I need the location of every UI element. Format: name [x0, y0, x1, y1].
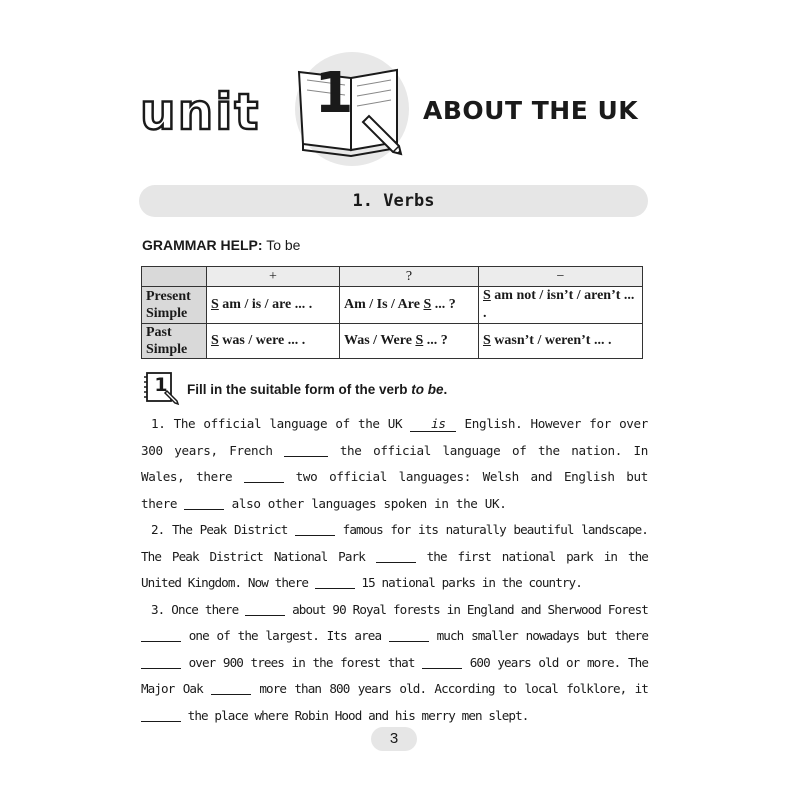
- paragraph-text: the place where Robin Hood and his merry men slept.: [181, 707, 529, 723]
- answer-blank[interactable]: [244, 468, 284, 483]
- subject-marker: S: [483, 288, 491, 303]
- exercise-paragraph-3: [141, 597, 648, 730]
- answer-blank[interactable]: [422, 654, 462, 669]
- table-row: [142, 287, 643, 324]
- cell-text: Was / Were: [344, 333, 416, 348]
- row-label-line: Simple: [146, 306, 188, 321]
- paragraph-text: two official languages: Welsh and English but there: [141, 469, 648, 511]
- column-header-question: ?: [340, 267, 479, 287]
- cell-text: am / is / are ... .: [218, 297, 313, 312]
- row-label-line: Past: [146, 325, 172, 340]
- grammar-table: [141, 266, 643, 359]
- paragraph-text: 3. Once there: [151, 601, 246, 617]
- answer-blank[interactable]: [315, 574, 355, 589]
- answer-blank[interactable]: [284, 442, 328, 457]
- column-header-positive: +: [207, 267, 340, 287]
- answer-blank[interactable]: [141, 654, 181, 669]
- exercise-text: [141, 411, 648, 729]
- exercise-paragraph-1: [141, 411, 648, 517]
- example-answer: is: [410, 416, 456, 432]
- paragraph-text: about 90 Royal forests in England and Sherwood Forest: [285, 601, 648, 617]
- unit-word: unit: [140, 83, 261, 141]
- subject-marker: S: [483, 333, 491, 348]
- cell-text: Am / Is / Are: [344, 297, 424, 312]
- cell-text: am not / isn’t / aren’t ... .: [483, 288, 635, 321]
- paragraph-text: 2. The Peak District: [151, 522, 296, 537]
- instruction-text: Fill in the suitable form of the verb: [187, 382, 412, 397]
- grammar-help-topic: To be: [266, 237, 301, 253]
- grammar-help-heading: [142, 235, 300, 255]
- table-cell: [340, 287, 479, 324]
- answer-blank[interactable]: [245, 601, 285, 616]
- paragraph-text: over 900 trees in the forest that: [181, 654, 423, 670]
- paragraph-text: the official language of the nation. In Wales, there: [141, 442, 648, 484]
- cell-text: was / were ... .: [218, 333, 306, 348]
- answer-blank[interactable]: [211, 680, 251, 695]
- grammar-help-label: GRAMMAR HELP:: [142, 237, 263, 253]
- row-label-past-simple: [142, 324, 207, 359]
- paragraph-text: the first national park in the United Kingdom. Now there: [141, 548, 648, 590]
- answer-blank[interactable]: [184, 495, 224, 510]
- instruction-verb: to be: [411, 382, 444, 397]
- paragraph-text: also other languages spoken in the UK.: [224, 495, 507, 511]
- answer-blank[interactable]: [295, 521, 335, 536]
- paragraph-text: 1. The official language of the UK: [151, 416, 411, 431]
- instruction-period: .: [443, 382, 448, 397]
- subject-marker: S: [211, 333, 219, 348]
- paragraph-text: famous for its naturally beautiful landscape. The Peak District National Park: [141, 522, 648, 564]
- paragraph-text: one of the largest. Its area: [181, 628, 389, 643]
- row-label-line: Simple: [146, 342, 188, 357]
- column-header-negative: −: [479, 267, 643, 287]
- table-cell: [479, 324, 643, 359]
- table-row: [142, 324, 643, 359]
- row-label-present-simple: [142, 287, 207, 324]
- answer-blank[interactable]: [376, 548, 416, 563]
- table-cell: [479, 287, 643, 324]
- cell-text: ... ?: [431, 297, 456, 312]
- subject-marker: S: [211, 297, 219, 312]
- table-cell: [207, 287, 340, 324]
- table-cell: [340, 324, 479, 359]
- paragraph-text: more than 800 years old. According to local folklore, it: [251, 681, 648, 696]
- paragraph-text: much smaller nowadays but there: [428, 628, 648, 643]
- subject-marker: S: [415, 333, 424, 348]
- table-corner-cell: [142, 267, 207, 287]
- page-number: 3: [371, 727, 417, 751]
- paragraph-text: 15 national parks in the country.: [354, 575, 582, 590]
- answer-blank[interactable]: [141, 707, 181, 722]
- cell-text: wasn’t / weren’t ... .: [490, 333, 612, 348]
- subject-marker: S: [423, 297, 432, 312]
- exercise-number: 1: [154, 374, 168, 396]
- exercise-instruction: [187, 381, 447, 399]
- table-cell: [207, 324, 340, 359]
- row-label-line: Present: [146, 289, 191, 304]
- unit-title: ABOUT THE UK: [423, 96, 639, 125]
- unit-number: 1: [314, 61, 354, 126]
- exercise-paragraph-2: [141, 517, 648, 597]
- cell-text: ... ?: [423, 333, 448, 348]
- paragraph-text: 600 years old or more. The Major Oak: [141, 654, 649, 696]
- paragraph-text: English. However for over 300 years, French: [141, 416, 648, 458]
- section-heading: 1. Verbs: [139, 185, 648, 217]
- table-header-row: [142, 267, 643, 287]
- answer-blank[interactable]: [389, 627, 429, 642]
- answer-blank[interactable]: [141, 627, 181, 642]
